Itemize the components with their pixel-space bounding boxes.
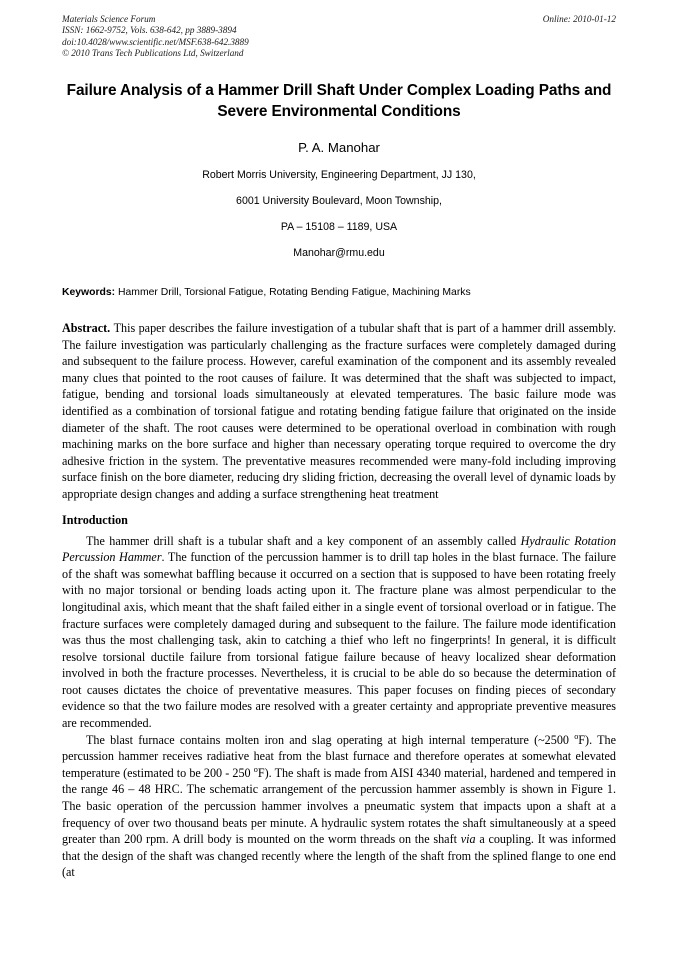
journal-issn-line: ISSN: 1662-9752, Vols. 638-642, pp 3889-3894 xyxy=(62,25,237,36)
keywords-label: Keywords: xyxy=(62,287,116,298)
article-body xyxy=(62,320,616,881)
intro-p1-part-2: . The function of the percussion hammer is to drill tap holes in the blast furnace. The failure of the shaft was somewhat baffling because it occurred on a section that is supposed to have been rotating freely with no major torsional or bending loads acting upon it. The fracture plane was almost perpendicular to the longitudinal axis, which meant that the shaft failed either in a single event of torsional overload or in fatigue. The fracture surfaces were completely damaged during and subsequent to the failure. The failure mode identification was thus the most challenging task, akin to catching a thief who left no fingerprints! In general, it is difficult resolve torsional ductile failure from torsional fatigue failure because of heavy localized shear deformation involved in both the fracture processes. Nevertheless, it is crucial to be able do so because the determination of root causes dictates the choice of preventative measures. This paper focuses on finding pieces of secondary evidence so that the two failure modes are resolved with a greater certainty and appropriate preventive measures are recommended. xyxy=(62,550,616,731)
introduction-paragraph-2 xyxy=(62,732,616,881)
journal-name: Materials Science Forum xyxy=(62,14,156,24)
affiliation-line-3: PA – 15108 – 1189, USA xyxy=(280,221,398,233)
keywords-line xyxy=(62,285,616,300)
intro-p2-part-3: F). The shaft is made from AISI 4340 material, hardened and tempered in the range 46 – 48 HRC. The schematic arrangement of the percussion hammer assembly is shown in Figure 1. The basic operation of the percussion hammer involves a pneumatic system that impacts upon a shaft at a frequency of over two thousand beats per minute. A hydraulic system rotates the shaft simultaneously at a speed greater than 200 rpm. A drill body is mounted on the worm threads on the shaft xyxy=(62,765,616,847)
intro-p2-part-2: F). The percussion hammer receives radiative heat from the blast furnace and therefore operates at somewhat elevated temperature (estimated to be 200 - 250 xyxy=(62,732,616,780)
intro-p1-italic-assembly-name: Hydraulic Rotation Percussion Hammer xyxy=(62,533,617,565)
intro-p1-part-1: The hammer drill shaft is a tubular shaft and a key component of an assembly called xyxy=(86,533,521,548)
degree-symbol-1: o xyxy=(574,731,579,741)
intro-p2-part-1: The blast furnace contains molten iron and slag operating at high internal temperature (~2500 xyxy=(86,732,575,747)
author-email: Manohar@rmu.edu xyxy=(293,247,385,259)
author-block xyxy=(62,139,616,261)
intro-p2-part-4: a coupling. It was informed that the design of the shaft was changed recently where the length of the shaft from the splined flange to one end (at xyxy=(62,832,616,880)
keywords-list: Hammer Drill, Torsional Fatigue, Rotating Bending Fatigue, Machining Marks xyxy=(118,287,471,298)
introduction-paragraph-1 xyxy=(62,533,616,732)
section-heading-introduction: Introduction xyxy=(62,512,128,527)
journal-doi-line: doi:10.4028/www.scientific.net/MSF.638-642.3889 xyxy=(62,36,249,47)
degree-symbol-2: o xyxy=(253,764,258,774)
author-name: P. A. Manohar xyxy=(298,140,380,155)
intro-p2-italic-via: via xyxy=(460,832,476,847)
page-title: Failure Analysis of a Hammer Drill Shaft Under Complex Loading Paths and Severe Environmental Conditions xyxy=(66,82,612,120)
affiliation-line-1: Robert Morris University, Engineering Department, JJ 130, xyxy=(202,169,476,181)
journal-copyright-line: © 2010 Trans Tech Publications Ltd, Switzerland xyxy=(62,48,244,59)
abstract-text: This paper describes the failure investigation of a tubular shaft that is part of a hammer drill assembly. The failure investigation was particularly challenging as the fracture surfaces were completely damaged during and subsequent to the failure process. However, careful examination of the component and its assembly revealed many clues that pointed to the root causes of failure. It was determined that the shaft was subjected to impact, fatigue, bending and torsional loads simultaneously at elevated temperatures. The basic failure mode was identified as a combination of torsional fatigue and rotating bending fatigue failure that originated on the inside diameter of the shaft. The root causes were determined to be operational overload in combination with rough machining marks on the bore surface and higher than necessary operating torque required to overcome the dry adhesive friction in the system. The preventative measures recommended were many-fold including improving surface finish on the bore diameter, reducing dry sliding friction, decreasing the overall level of dynamic loads by appropriate design changes and adding a surface strengthening heat treatment xyxy=(62,321,616,501)
affiliation-line-2: 6001 University Boulevard, Moon Township, xyxy=(236,195,442,207)
journal-running-header xyxy=(62,14,616,66)
abstract-paragraph xyxy=(62,320,616,503)
online-publication-date: Online: 2010-01-12 xyxy=(542,14,616,24)
abstract-label: Abstract. xyxy=(62,321,111,335)
